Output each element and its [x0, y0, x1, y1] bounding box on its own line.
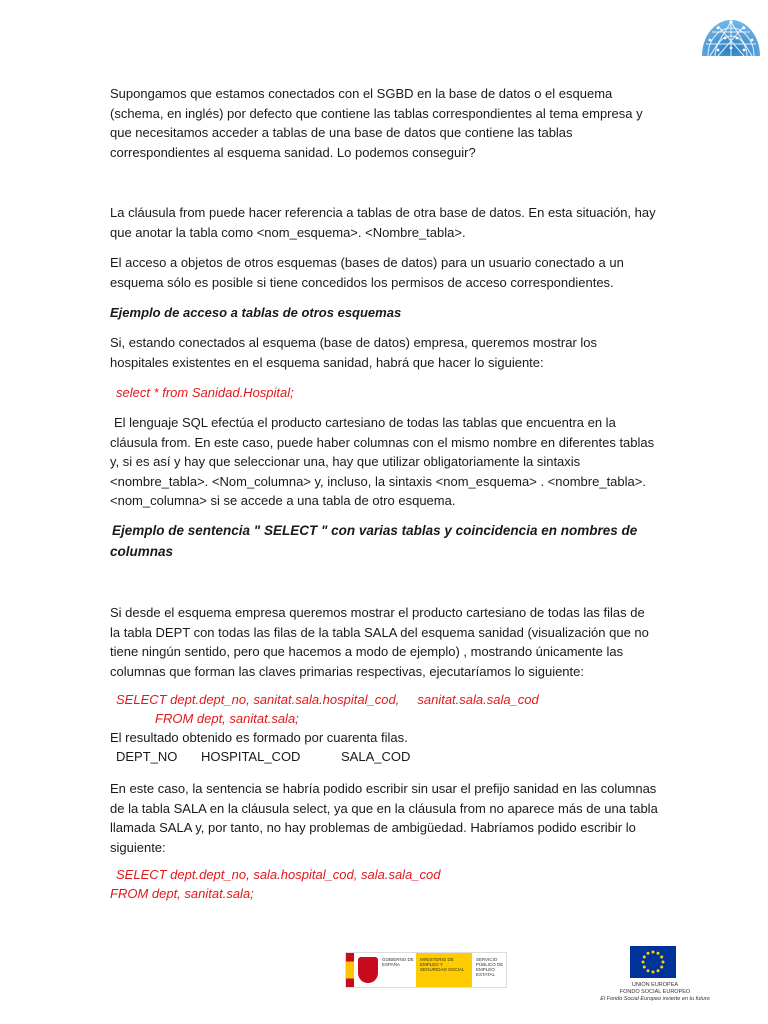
- result-text: El resultado obtenido es formado por cuarenta filas.: [110, 730, 408, 745]
- intro-paragraph: Supongamos que estamos conectados con el SGBD en la base de datos o el esquema (schema, en inglés) por defecto que contiene las tablas correspondientes al tema empresa y que necesitamos acceder a tablas de una base de datos que contiene las tablas correspondientes al esquema sanidad. Lo podemos conseguir?: [110, 86, 643, 160]
- from-clause-paragraph: La cláusula from puede hacer referencia a tablas de otra base de datos. En esta situación, hay que anotar la tabla como <nom_esquema>. <Nombre_tabla>.: [110, 205, 656, 240]
- globe-network-logo-icon: [700, 14, 762, 56]
- code-select-short-line2: FROM dept, sanitat.sala;: [110, 886, 254, 901]
- dept-sala-paragraph: Si desde el esquema empresa queremos mostrar el producto cartesiano de todas las filas de la tabla DEPT con todas las filas de la tabla SALA del esquema sanidad (visualización que no tiene ningún sentido, pero que hacemos a modo de ejemplo) , mostrando únicamente las columnas que forman las claves primarias respectivas, ejecutaríamos lo siguiente:: [110, 605, 649, 679]
- cartesian-product-paragraph: El lenguaje SQL efectúa el producto cartesiano de todas las tablas que encuentra en la cláusula from. En este caso, puede haber columnas con el mismo nombre en diferentes tablas y, si es así y hay que seleccionar una, hay que utilizar obligatoriamente la sintaxis <nombre_tabla>. <Nom_columna> y, incluso, la sintaxis <nom_esquema> . <nombre_tabla>. <nom_columna> si se accede a una tabla de otro esquema.: [110, 415, 655, 508]
- gov-label: GOBIERNO DE ESPAÑA: [382, 957, 414, 967]
- spain-government-logo-icon: [345, 952, 507, 988]
- code-select-short-line1: SELECT dept.dept_no, sala.hospital_cod, sala.sala_cod: [116, 867, 441, 882]
- code-from-line: FROM dept, sanitat.sala;: [155, 711, 299, 726]
- code-select-hospital: select * from Sanidad.Hospital;: [116, 385, 294, 400]
- result-columns: [116, 747, 516, 767]
- sepe-label: SERVICIO PÚBLICO DE EMPLEO ESTATAL: [476, 957, 504, 977]
- ambiguity-paragraph: En este caso, la sentencia se habría podido escribir sin usar el prefijo sanidad en las columnas de la tabla SALA en la cláusula select, ya que en la cláusula from no aparece más de una tabla llamada SALA y, por tanto, no hay problemas de ambigüedad. Habríamos podido escribir lo siguiente:: [110, 781, 658, 855]
- permissions-paragraph: El acceso a objetos de otros esquemas (bases de datos) para un usuario conectado a un esquema sólo es posible si tiene concedidos los permisos de acceso correspondientes.: [110, 255, 624, 290]
- ministry-label: MINISTERIO DE EMPLEO Y SEGURIDAD SOCIAL: [420, 957, 465, 972]
- eu-fund-label: FONDO SOCIAL EUROPEO: [619, 989, 691, 995]
- eu-slogan-label: El Fondo Social Europeo invierte en tu futuro: [600, 996, 710, 1002]
- eu-union-label: UNIÓN EUROPEA: [631, 982, 679, 988]
- eu-flag-icon: [630, 946, 676, 978]
- example-intro-paragraph: Si, estando conectados al esquema (base de datos) empresa, queremos mostrar los hospitales existentes en el esquema sanidad, habrá que hacer lo siguiente:: [110, 335, 598, 370]
- section-heading-schemas: Ejemplo de acceso a tablas de otros esquemas: [110, 305, 402, 320]
- code-select-line1: SELECT dept.dept_no, sanitat.sala.hospital_cod, sanitat.sala.sala_cod: [116, 692, 539, 707]
- section-heading-select: Ejemplo de sentencia " SELECT " con varias tablas y coincidencia en nombres de columnas: [110, 523, 638, 559]
- column-header-dept-no: DEPT_NO: [116, 749, 178, 764]
- column-header-hospital-cod: HOSPITAL_COD: [201, 749, 301, 764]
- column-header-sala-cod: SALA_COD: [341, 749, 411, 764]
